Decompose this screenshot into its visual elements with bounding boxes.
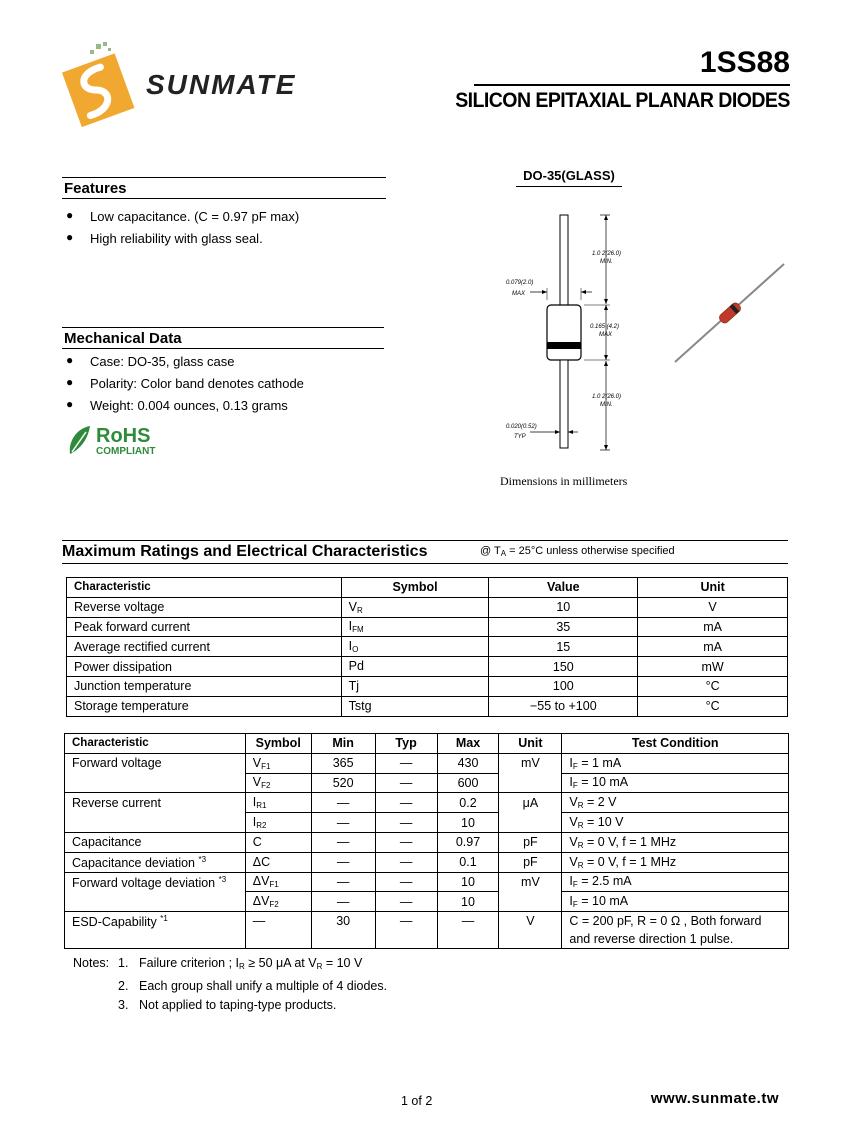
company-logo xyxy=(56,40,326,130)
table-header-row xyxy=(67,578,788,598)
website-link[interactable]: www.sunmate.tw xyxy=(650,1090,779,1107)
ratings-heading-bar xyxy=(62,540,788,564)
mechanical-item: ● Weight: 0.004 ounces, 0.13 grams xyxy=(64,398,304,420)
table-row: Power dissipation Pd 150 mW xyxy=(67,657,788,677)
dim-body-dia: 0.079(2.0) xyxy=(506,280,534,286)
mechanical-item: ● Polarity: Color band denotes cathode xyxy=(64,376,304,398)
dim-lead-bot-note: MIN. xyxy=(600,402,613,408)
table-row: Reverse current $I_{R1}$ — — 0.2 μA $V_R = 2$ V xyxy=(65,793,789,813)
table-header-row: Characteristic Symbol Min Typ Max Unit Test Condition xyxy=(65,734,789,754)
logo-wordmark: SUNMATE xyxy=(146,69,297,100)
product-subtitle: SILICON EPITAXIAL PLANAR DIODES xyxy=(455,89,790,112)
table-row: $V_{F2}$ 520 — 600 $I_F = 10$ mA xyxy=(65,773,789,793)
page-number: 1 of 2 xyxy=(401,1094,433,1108)
col-unit: Unit xyxy=(638,578,788,598)
table-row: Capacitance deviation $^{*3}$ ΔC — — 0.1 pF $V_R = 0$ V, f = 1 MHz xyxy=(65,852,789,872)
lead-top xyxy=(560,215,568,305)
package-drawing xyxy=(500,200,800,460)
mechanical-list xyxy=(64,354,304,420)
electrical-characteristics-table xyxy=(64,733,789,949)
table-row: Forward voltage deviation $^{*3}$ $\Delta V_{F1}$ — — 10 mV $I_F = 2.5$ mA xyxy=(65,872,789,892)
col-symbol: Symbol xyxy=(341,578,489,598)
table-row: $\Delta V_{F2}$ — — 10 $I_F = 10$ mA xyxy=(65,892,789,912)
dim-body-len-note: MAX xyxy=(599,332,613,338)
max-ratings-table xyxy=(66,577,788,717)
rohs-badge xyxy=(66,422,176,458)
table-row: ESD-Capability $^{*1}$ — 30 — — V C = 200 pF, R = 0 Ω , Both forward and reverse direction 1 pulse. xyxy=(65,912,789,949)
table-row: Junction temperature Tj 100 °C xyxy=(67,676,788,696)
lead-bottom xyxy=(560,360,568,448)
dim-lead-top-note: MIN. xyxy=(600,259,613,265)
dim-lead-dia-note: TYP xyxy=(514,434,526,440)
part-number: 1SS88 xyxy=(699,46,790,79)
notes xyxy=(73,954,387,1016)
diode-body xyxy=(547,305,581,360)
table-row: Capacitance C — — 0.97 pF $V_R = 0$ V, f = 1 MHz xyxy=(65,832,789,852)
mechanical-item: ● Case: DO-35, glass case xyxy=(64,354,304,376)
col-characteristic: Characteristic xyxy=(67,578,342,598)
dim-lead-dia: 0.020(0.52) xyxy=(506,424,537,430)
dimensions-caption: Dimensions in millimeters xyxy=(500,474,628,488)
dim-body-dia-note: MAX xyxy=(512,291,526,297)
cathode-band xyxy=(547,342,581,349)
notes-label: Notes: xyxy=(73,956,110,970)
mechanical-heading: Mechanical Data xyxy=(62,327,384,349)
header-divider xyxy=(474,84,790,86)
rohs-label: RoHS xyxy=(96,425,151,447)
ratings-title: Maximum Ratings and Electrical Characteristics xyxy=(62,543,428,560)
feature-item: ● High reliability with glass seal. xyxy=(64,231,299,253)
ratings-condition: @ $T_A = 25^\circ C$ unless otherwise specified xyxy=(480,545,675,558)
diode-photo xyxy=(675,264,784,362)
table-row: Peak forward current $I_{FM}$ 35 mA xyxy=(67,617,788,637)
table-row: Storage temperature Tstg −55 to +100 °C xyxy=(67,696,788,716)
logo-dots xyxy=(90,42,111,54)
table-row: Forward voltage $V_{F1}$ 365 — 430 mV $I_F = 1$ mA xyxy=(65,753,789,773)
note-item: 2. Each group shall unify a multiple of 4 diodes. xyxy=(118,978,388,993)
dim-lead-top: 1.0 2(26.0) xyxy=(592,251,622,257)
col-value: Value xyxy=(489,578,638,598)
feature-item: ● Low capacitance. (C = 0.97 pF max) xyxy=(64,209,299,231)
table-row: Reverse voltage $V_R$ 10 V xyxy=(67,597,788,617)
features-heading: Features xyxy=(62,177,386,199)
package-title: DO-35(GLASS) xyxy=(516,168,622,187)
table-row: Average rectified current $I_O$ 15 mA xyxy=(67,637,788,657)
table-row: $I_{R2}$ — — 10 $V_R = 10$ V xyxy=(65,813,789,833)
dim-lead-bot: 1.0 2(26.0) xyxy=(592,394,622,400)
note-item: Notes: 1. Failure criterion ; $I_R \ge 50$ μA at $V_R = 10$ V xyxy=(73,954,387,977)
features-list xyxy=(64,209,299,253)
rohs-sub-label: COMPLIANT xyxy=(96,446,156,457)
note-item: 3. Not applied to taping-type products. xyxy=(118,998,337,1012)
dim-body-len: 0.165 (4.2) xyxy=(590,324,620,330)
